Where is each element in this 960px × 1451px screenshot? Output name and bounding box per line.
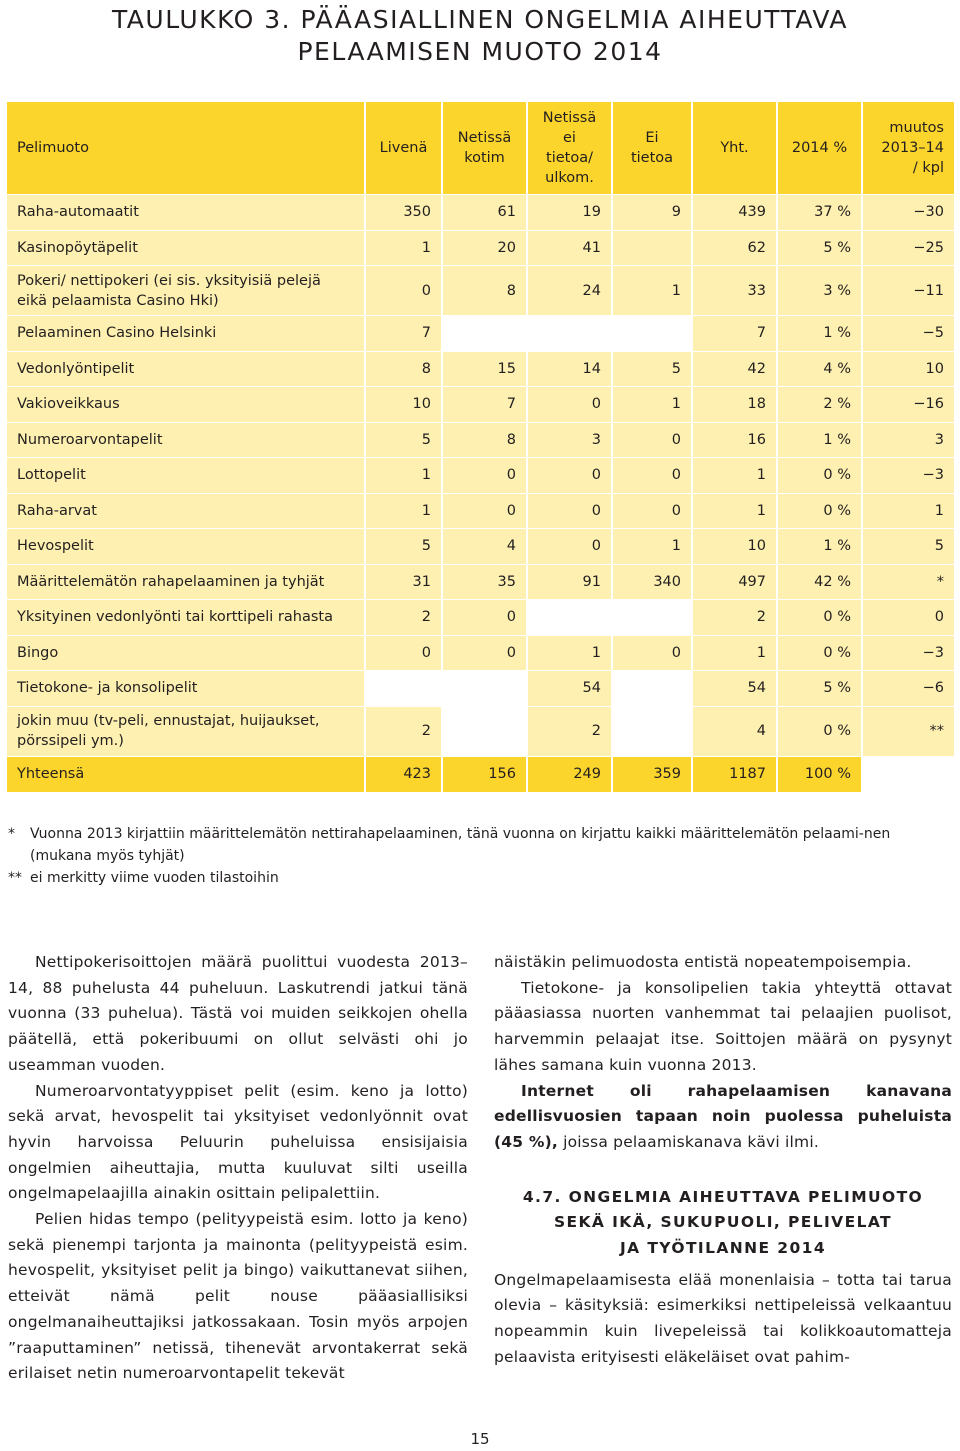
table-cell: 62	[692, 230, 777, 266]
table-cell: 5	[365, 422, 442, 458]
table-cell: 1	[612, 529, 692, 565]
cell-text: Pokeri/ nettipokeri (ei sis. yksityisiä pelejä	[17, 272, 321, 289]
table-cell: 156	[442, 756, 527, 792]
table-cell: 61	[442, 195, 527, 231]
table-cell	[612, 671, 692, 707]
table-header-row	[7, 102, 954, 195]
cell-text: Netissä	[542, 110, 597, 126]
table-cell: *	[862, 564, 954, 600]
table-cell: −11	[862, 266, 954, 316]
table-cell: 10	[365, 387, 442, 423]
cell-text: 2013–14	[881, 140, 944, 156]
left-column	[8, 950, 468, 1387]
table-cell: 5 %	[777, 671, 862, 707]
table-cell: 0	[612, 422, 692, 458]
table-cell: 0	[442, 600, 527, 636]
cell-text: Pelimuoto	[17, 140, 89, 156]
section-heading-line: 4.7. ONGELMIA AIHEUTTAVA PELIMUOTO	[522, 1187, 924, 1206]
table-row	[7, 529, 954, 565]
table-cell: 1	[365, 458, 442, 494]
table-cell: 0	[365, 635, 442, 671]
footnote-mark: **	[8, 870, 22, 886]
table-cell: 37 %	[777, 195, 862, 231]
table-cell: 35	[442, 564, 527, 600]
table-cell: 4	[692, 706, 777, 756]
table-cell	[862, 756, 954, 792]
right-column	[494, 950, 952, 1371]
footnote-text: ei merkitty viime vuoden tilastoihin	[30, 870, 279, 886]
table-cell: 7	[365, 316, 442, 352]
table-cell: 0	[612, 493, 692, 529]
section-heading-line: JA TYÖTILANNE 2014	[619, 1239, 827, 1258]
row-label	[7, 458, 365, 494]
table-cell	[442, 671, 527, 707]
table-cell: 16	[692, 422, 777, 458]
table-cell: 8	[442, 422, 527, 458]
footnote-2	[8, 867, 948, 889]
table-cell	[612, 600, 692, 636]
table-cell: 1	[692, 493, 777, 529]
table-cell: 91	[527, 564, 612, 600]
table-cell: 1	[692, 635, 777, 671]
row-label	[7, 422, 365, 458]
table-cell: 7	[692, 316, 777, 352]
table-cell: 19	[527, 195, 612, 231]
table-cell: 9	[612, 195, 692, 231]
row-label	[7, 316, 365, 352]
table-cell: 0	[442, 493, 527, 529]
table-cell: 7	[442, 387, 527, 423]
table-row	[7, 387, 954, 423]
table-cell: 340	[612, 564, 692, 600]
cell-text: Livenä	[379, 140, 428, 156]
table-cell: 3 %	[777, 266, 862, 316]
cell-text: Yht.	[720, 140, 749, 156]
table-cell: −16	[862, 387, 954, 423]
cell-text: eikä pelaamista Casino Hki)	[17, 292, 219, 309]
table-row	[7, 195, 954, 231]
table-cell: 42 %	[777, 564, 862, 600]
table-cell: 42	[692, 351, 777, 387]
paragraph: Ongelmapelaamisesta elää monenlaisia – totta tai tarua olevia – käsityksiä: esimerkiksi nettipeleissä velkaantuu nopeammin kuin livepeleissä tai kolikkoautomatteja pelaavista erityisesti eläkeläiset ovat pahim-	[494, 1270, 952, 1366]
table-row	[7, 422, 954, 458]
paragraph-rest: joissa pelaamiskanava kävi ilmi.	[557, 1132, 819, 1151]
table-cell: 0 %	[777, 635, 862, 671]
cell-text: Netissä	[457, 130, 512, 146]
footnote-mark: *	[8, 826, 15, 842]
table-cell	[442, 706, 527, 756]
table-cell: −3	[862, 635, 954, 671]
row-label	[7, 529, 365, 565]
table-cell	[442, 316, 527, 352]
table-cell: 0	[527, 458, 612, 494]
table-cell: 20	[442, 230, 527, 266]
table-cell: 54	[527, 671, 612, 707]
table-cell: −6	[862, 671, 954, 707]
table-row	[7, 266, 954, 316]
table-cell: 8	[442, 266, 527, 316]
column-header	[365, 102, 442, 195]
table-cell: 1 %	[777, 316, 862, 352]
cell-text: jokin muu (tv-peli, ennustajat, huijaukset,	[17, 713, 320, 729]
cell-text: / kpl	[912, 160, 944, 176]
table-cell: 1	[612, 266, 692, 316]
paragraph	[494, 1079, 952, 1156]
table-cell: 100 %	[777, 756, 862, 792]
table-cell: 1	[612, 387, 692, 423]
table-cell	[612, 706, 692, 756]
cell-text: Kasinopöytäpelit	[17, 239, 138, 256]
row-label	[7, 493, 365, 529]
cell-text: Ei	[645, 130, 659, 146]
page-title-line2: PELAAMISEN MUOTO 2014	[297, 37, 663, 66]
column-header	[442, 102, 527, 195]
table-cell: 497	[692, 564, 777, 600]
table-cell: 15	[442, 351, 527, 387]
table-cell: 0 %	[777, 493, 862, 529]
table-cell	[612, 316, 692, 352]
table-cell: 0	[442, 635, 527, 671]
table-cell: 0	[442, 458, 527, 494]
page-title	[0, 4, 960, 68]
table-cell: 31	[365, 564, 442, 600]
table-cell: 4	[442, 529, 527, 565]
table-cell: 8	[365, 351, 442, 387]
table-cell: 350	[365, 195, 442, 231]
cell-text: kotim	[464, 150, 505, 166]
table-row	[7, 316, 954, 352]
table-cell: 2	[692, 600, 777, 636]
cell-text: Vedonlyöntipelit	[17, 360, 135, 377]
table-row	[7, 671, 954, 707]
table-cell: −5	[862, 316, 954, 352]
table-cell: 0	[862, 600, 954, 636]
row-label	[7, 230, 365, 266]
cell-text: Vakioveikkaus	[17, 396, 120, 413]
cell-text: tietoa	[630, 150, 674, 166]
cell-text: Raha-arvat	[17, 502, 97, 519]
table-cell: 0	[527, 529, 612, 565]
cell-text: ulkom.	[545, 170, 594, 186]
page-number: 15	[470, 1430, 490, 1448]
cell-text: Raha-automaatit	[17, 204, 139, 221]
cell-text: pörssipeli ym.)	[17, 733, 124, 749]
cell-text: muutos	[889, 120, 944, 136]
total-row	[7, 756, 954, 792]
footnotes	[8, 823, 948, 889]
table-cell: 1187	[692, 756, 777, 792]
row-label	[7, 266, 365, 316]
table-row	[7, 706, 954, 756]
table-row	[7, 230, 954, 266]
column-header	[527, 102, 612, 195]
row-label	[7, 635, 365, 671]
row-label	[7, 195, 365, 231]
row-label	[7, 387, 365, 423]
table-cell: 0	[612, 635, 692, 671]
footnote-1	[8, 823, 948, 867]
table-cell: 439	[692, 195, 777, 231]
cell-text: Pelaaminen Casino Helsinki	[17, 325, 217, 342]
table-cell: 1	[692, 458, 777, 494]
table-cell: 5	[862, 529, 954, 565]
cell-text: Tietokone- ja konsolipelit	[17, 680, 198, 697]
table-cell: 3	[527, 422, 612, 458]
table-cell: 5	[365, 529, 442, 565]
table-cell: 423	[365, 756, 442, 792]
table-cell: 18	[692, 387, 777, 423]
table-cell: −3	[862, 458, 954, 494]
section-heading	[494, 1185, 952, 1262]
row-label: Yhteensä	[7, 756, 365, 792]
table-row	[7, 635, 954, 671]
row-label	[7, 351, 365, 387]
table-cell: 2	[527, 706, 612, 756]
games-table	[7, 101, 954, 792]
table-cell: 359	[612, 756, 692, 792]
paragraph: Pelien hidas tempo (pelityypeistä esim. lotto ja keno) sekä pienempi tarjonta ja mainonta (pelityypeistä esim. hevospelit, yksityiset pelit ja bingo) vaikuttanevat siihen, etteivät nämä pelit nouse pääasiallisiksi ongelmanaiheuttajiksi jatkossakaan. Tosin myös arpojen ”raaputtaminen” netissä, tihenevät arvontakerrat sekä erilaiset netin numeroarvontapelit tekevät	[8, 1210, 468, 1383]
table-cell: 0	[365, 266, 442, 316]
table-cell: 0	[527, 387, 612, 423]
table-cell: 24	[527, 266, 612, 316]
table-cell	[527, 600, 612, 636]
table-cell: 10	[692, 529, 777, 565]
cell-text: Numeroarvontapelit	[17, 431, 163, 448]
table-row	[7, 564, 954, 600]
column-header	[777, 102, 862, 195]
table-row	[7, 351, 954, 387]
table-cell: 0 %	[777, 706, 862, 756]
table-cell: 1	[862, 493, 954, 529]
table-cell: 0	[612, 458, 692, 494]
table-cell: 2	[365, 706, 442, 756]
table-cell: 14	[527, 351, 612, 387]
paragraph: Numeroarvontatyyppiset pelit (esim. keno ja lotto) sekä arvat, hevospelit tai yksityiset vedonlyönnit ovat hyvin harvoissa Peluurin puheluissa ensisijaisia ongelmien aiheuttajia, mutta kuuluvat silti useilla ongelmapelaajilla ainakin osittain pelipalettiin.	[8, 1081, 468, 1203]
cell-text: Määrittelemätön rahapelaaminen ja tyhjät	[17, 573, 325, 590]
table-cell: 5	[612, 351, 692, 387]
table-cell: 1 %	[777, 422, 862, 458]
table-cell: 1 %	[777, 529, 862, 565]
paragraph: näistäkin pelimuodosta entistä nopeatempoisempia.	[494, 953, 912, 971]
table-row	[7, 458, 954, 494]
table-row	[7, 493, 954, 529]
table-cell: 33	[692, 266, 777, 316]
section-heading-line: SEKÄ IKÄ, SUKUPUOLI, PELIVELAT	[553, 1213, 893, 1232]
bold-statement: Internet oli rahapelaamisen kanavana edellisvuosien tapaan noin puolessa puheluista (45 %),	[494, 1081, 952, 1151]
table-cell	[612, 230, 692, 266]
table-row	[7, 600, 954, 636]
table-cell: 1	[365, 493, 442, 529]
row-label	[7, 671, 365, 707]
table-cell: 249	[527, 756, 612, 792]
table-cell: 1	[365, 230, 442, 266]
cell-text: Bingo	[17, 644, 59, 661]
row-label	[7, 564, 365, 600]
cell-text: 2014 %	[791, 140, 848, 156]
table-cell: 3	[862, 422, 954, 458]
column-header	[7, 102, 365, 195]
column-header	[862, 102, 954, 195]
table-cell	[365, 671, 442, 707]
cell-text: Yksityinen vedonlyönti tai korttipeli rahasta	[17, 609, 333, 626]
column-header	[612, 102, 692, 195]
table-cell: −25	[862, 230, 954, 266]
table-cell: 2	[365, 600, 442, 636]
table-cell: 0	[527, 493, 612, 529]
table-cell: 0 %	[777, 458, 862, 494]
table-cell: 1	[527, 635, 612, 671]
cell-text: Hevospelit	[17, 538, 94, 555]
page-title-line1: TAULUKKO 3. PÄÄASIALLINEN ONGELMIA AIHEUTTAVA	[111, 5, 849, 34]
row-label	[7, 706, 365, 756]
footnote-text: Vuonna 2013 kirjattiin määrittelemätön nettirahapelaaminen, tänä vuonna on kirjattu kaikki määrittelemätön pelaami-nen (mukana myös tyhjät)	[30, 826, 891, 864]
table-cell	[527, 316, 612, 352]
table-cell: 54	[692, 671, 777, 707]
paragraph: Nettipokerisoittojen määrä puolittui vuodesta 2013–14, 88 puhelusta 44 puheluun. Laskutrendi jatkui tänä vuonna (33 puhelua). Tästä voi muiden seikkojen ohella päätellä, että pokeribuumi on ollut selvästi ohi jo useamman vuoden.	[8, 953, 468, 1074]
table-cell: 0 %	[777, 600, 862, 636]
table-cell: 10	[862, 351, 954, 387]
table-cell: 4 %	[777, 351, 862, 387]
table-cell: 2 %	[777, 387, 862, 423]
cell-text: Lottopelit	[17, 467, 86, 484]
table-cell: 41	[527, 230, 612, 266]
row-label	[7, 600, 365, 636]
cell-text: ei tietoa/	[546, 130, 593, 166]
table-cell: −30	[862, 195, 954, 231]
table-cell: 5 %	[777, 230, 862, 266]
column-header	[692, 102, 777, 195]
paragraph: Tietokone- ja konsolipelien takia yhteyttä ottavat pääasiassa nuorten vanhemmat tai pelaajien puolisot, harvemmin pelaajat itse. Soittojen määrä on pysynyt lähes samana kuin vuonna 2013.	[494, 978, 952, 1074]
table-cell: **	[862, 706, 954, 756]
